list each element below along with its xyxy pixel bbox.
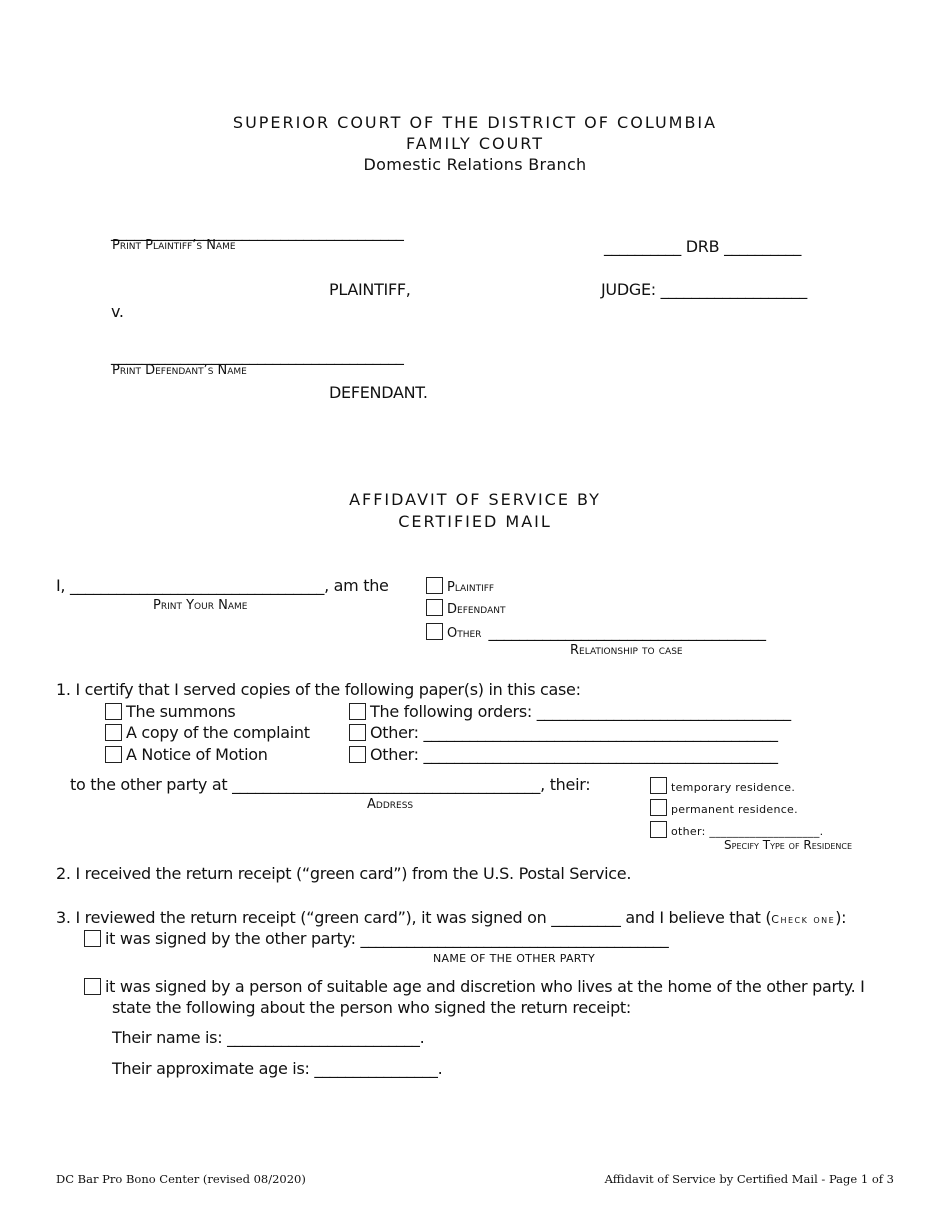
checkbox-icon[interactable] — [84, 930, 101, 947]
case-number-field[interactable]: __________ DRB __________ — [604, 237, 802, 256]
checkbox-notice-motion-label: A Notice of Motion — [126, 745, 268, 764]
checkbox-icon[interactable] — [650, 777, 667, 794]
checkbox-signed-by-party[interactable] — [84, 929, 668, 948]
section1-lead: 1. I certify that I served copies of the following paper(s) in this case: — [56, 680, 581, 699]
checkbox-other-paper-1-label[interactable]: Other: ______________________________________________ — [370, 723, 778, 742]
residence-type-label: Specify Type of Residence — [724, 838, 853, 852]
other-residence-field[interactable]: other: ___________________. — [671, 825, 824, 838]
relationship-label: Relationship to case — [570, 643, 683, 658]
checkbox-plaintiff-label: Plaintiff — [447, 580, 495, 595]
plaintiff-name-field[interactable]: ______________________________________ — [111, 222, 404, 241]
affiant-statement[interactable]: I, _________________________________, am the — [56, 576, 389, 595]
checkbox-icon[interactable] — [349, 746, 366, 763]
document-title-line1: AFFIDAVIT OF SERVICE BY — [349, 490, 601, 509]
other-relationship-field[interactable]: ____________________________________ — [488, 622, 766, 641]
checkbox-complaint-label: A copy of the complaint — [126, 723, 310, 742]
court-name: SUPERIOR COURT OF THE DISTRICT OF COLUMBIA — [232, 113, 718, 132]
checkbox-plaintiff[interactable] — [426, 576, 494, 595]
checkbox-complaint[interactable] — [105, 723, 310, 742]
defendant-role: DEFENDANT. — [329, 383, 428, 402]
checkbox-defendant-label: Defendant — [447, 602, 506, 617]
checkbox-icon[interactable] — [349, 703, 366, 720]
temporary-residence-label: temporary residence. — [671, 781, 796, 794]
defendant-name-label: Print Defendant’s Name — [112, 363, 247, 378]
document-title-line2: CERTIFIED MAIL — [398, 512, 552, 531]
checkbox-icon[interactable] — [426, 599, 443, 616]
checkbox-other-residence[interactable] — [650, 820, 823, 839]
checkbox-summons-label: The summons — [126, 702, 236, 721]
checkbox-icon[interactable] — [650, 821, 667, 838]
checkbox-defendant[interactable] — [426, 598, 505, 617]
signed-by-resident-text: it was signed by a person of suitable age and discretion who lives at the home of the other party. I — [105, 977, 865, 996]
footer-right: Affidavit of Service by Certified Mail - Page 1 of 3 — [604, 1172, 894, 1186]
checkbox-icon[interactable] — [105, 703, 122, 720]
checkbox-icon[interactable] — [84, 978, 101, 995]
address-label: Address — [367, 797, 414, 812]
checkbox-other-paper-2[interactable] — [349, 745, 778, 764]
section2-text: 2. I received the return receipt (“green card”) from the U.S. Postal Service. — [56, 864, 632, 883]
service-address-field[interactable]: to the other party at ________________________________________, their: — [70, 775, 591, 794]
checkbox-summons[interactable] — [105, 702, 235, 721]
checkbox-orders[interactable] — [349, 702, 791, 721]
signed-by-resident-text-2: state the following about the person who signed the return receipt: — [112, 998, 631, 1017]
checkbox-other-paper-2-label[interactable]: Other: ______________________________________________ — [370, 745, 778, 764]
checkbox-notice-motion[interactable] — [105, 745, 268, 764]
checkbox-icon[interactable] — [426, 623, 443, 640]
checkbox-temporary-residence[interactable] — [650, 776, 795, 795]
signer-age-field[interactable]: Their approximate age is: ________________. — [112, 1059, 443, 1078]
check-one-label: Check one — [771, 913, 836, 926]
versus: v. — [111, 302, 124, 321]
signer-name-field[interactable]: Their name is: _________________________. — [112, 1028, 425, 1047]
judge-field[interactable]: JUDGE: ___________________ — [601, 280, 807, 299]
plaintiff-role: PLAINTIFF, — [329, 280, 411, 299]
checkbox-signed-by-resident[interactable] — [84, 977, 865, 996]
other-party-name-label: NAME OF THE OTHER PARTY — [433, 952, 595, 965]
affiant-name-label: Print Your Name — [153, 598, 248, 613]
checkbox-permanent-residence[interactable] — [650, 798, 798, 817]
section3-lead-end: ): — [835, 908, 847, 927]
section3-lead[interactable] — [56, 908, 846, 927]
signed-by-party-field[interactable]: it was signed by the other party: ________________________________________ — [105, 929, 669, 948]
checkbox-other-label: Other — [447, 626, 482, 641]
checkbox-other[interactable] — [426, 622, 766, 641]
permanent-residence-label: permanent residence. — [671, 803, 798, 816]
checkbox-icon[interactable] — [650, 799, 667, 816]
plaintiff-name-label: Print Plaintiff’s Name — [112, 238, 236, 253]
checkbox-icon[interactable] — [426, 577, 443, 594]
checkbox-icon[interactable] — [349, 724, 366, 741]
court-branch: Domestic Relations Branch — [363, 155, 587, 174]
checkbox-icon[interactable] — [105, 746, 122, 763]
section3-lead-text[interactable]: 3. I reviewed the return receipt (“green card”), it was signed on _________ and I believe that ( — [56, 908, 772, 927]
footer-left: DC Bar Pro Bono Center (revised 08/2020) — [56, 1172, 306, 1186]
court-division: FAMILY COURT — [405, 134, 545, 153]
defendant-name-field[interactable]: ______________________________________ — [111, 346, 404, 365]
checkbox-icon[interactable] — [105, 724, 122, 741]
checkbox-other-paper-1[interactable] — [349, 723, 778, 742]
checkbox-orders-label[interactable]: The following orders: _________________________________ — [370, 702, 791, 721]
